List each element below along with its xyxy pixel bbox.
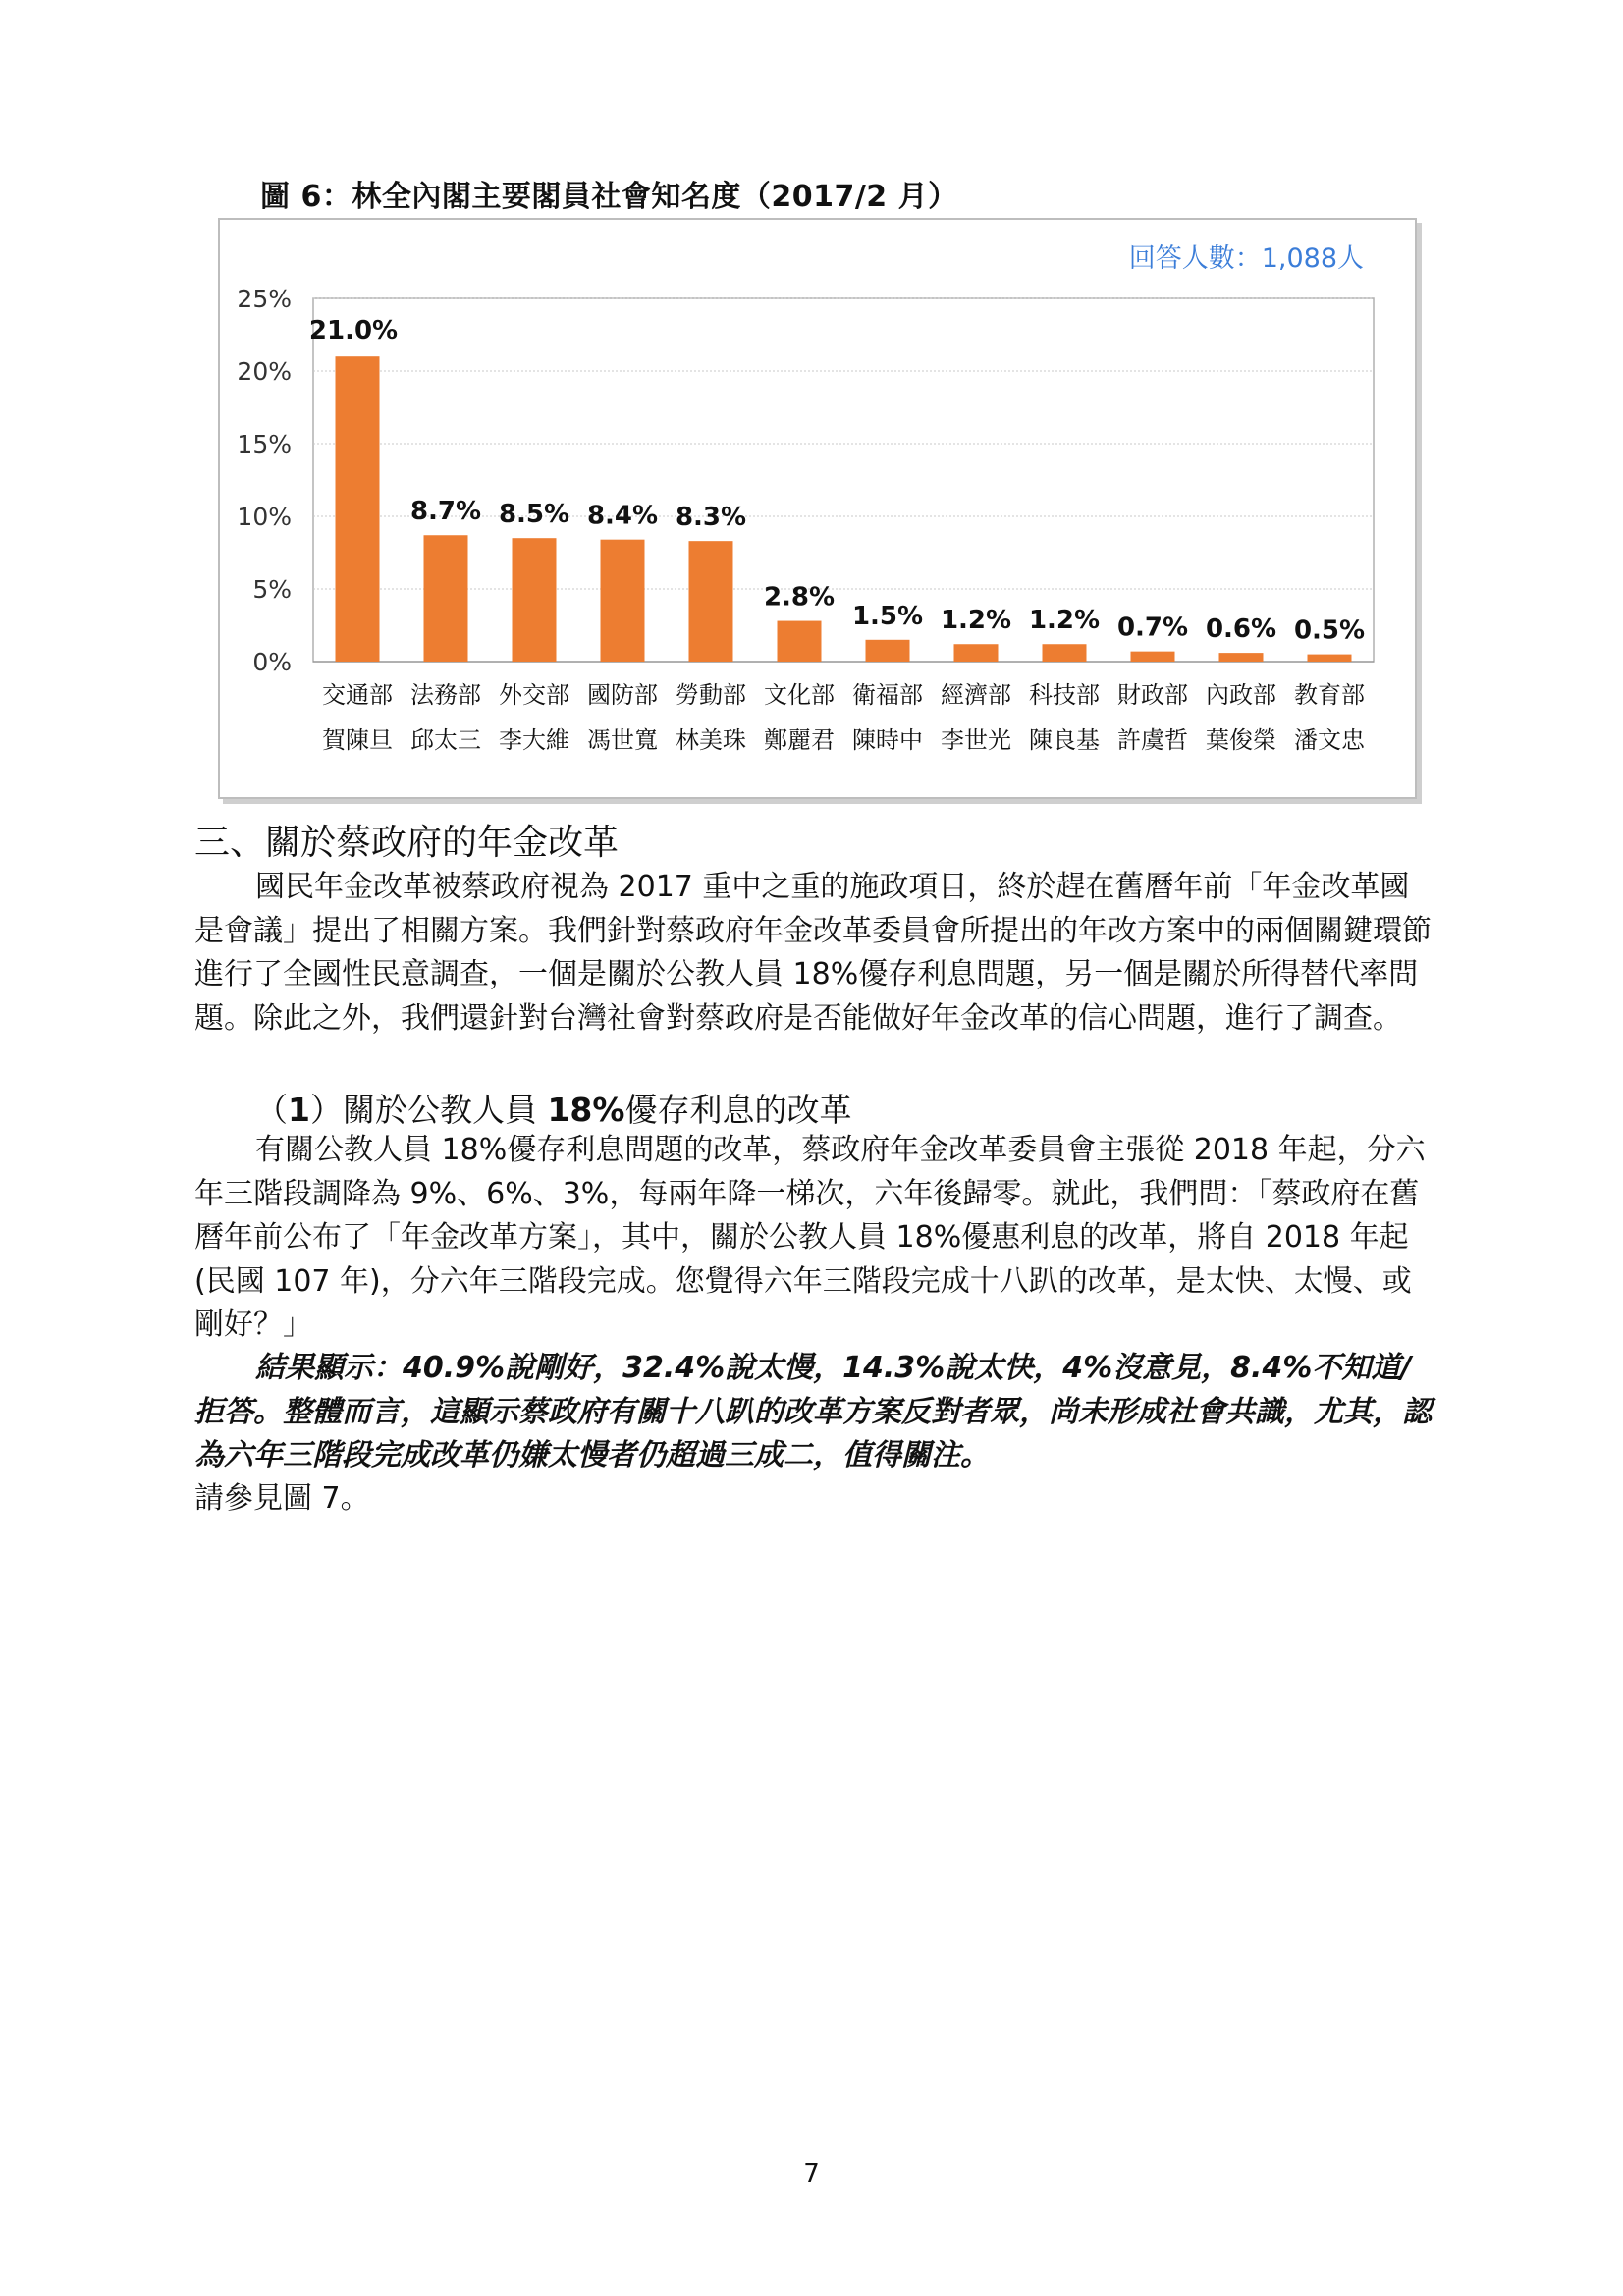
data-label: 8.7% [409,497,482,527]
bar-chart [220,220,1415,797]
paragraph-3-text: 結果顯示：40.9%說剛好，32.4%說太慢，14.3%說太快，4%沒意見，8.4%不知道/拒答。整體而言，這顯示蔡政府有關十八趴的改革方案反對者眾，尚未形成社會共識，尤其，認為六年三階段完成改革仍嫌太慢者仍超過三成二，值得關注。 [194,1351,1432,1472]
bar [601,540,645,662]
y-tick-label: 10% [237,503,292,531]
category-label: 文化部 [764,681,835,709]
data-label: 8.5% [498,500,570,530]
subsection-number: 1 [288,1091,310,1129]
minister-name-label: 邱太三 [410,726,481,754]
category-label: 國防部 [587,681,658,709]
minister-name-label: 李大維 [499,726,569,754]
minister-name-label: 陳時中 [852,726,923,754]
minister-name-label: 許虞哲 [1117,726,1188,754]
minister-name-label: 賀陳旦 [322,726,393,754]
bar [689,541,733,662]
paragraph-1-text: 國民年金改革被蔡政府視為 2017 重中之重的施政項目，終於趕在舊曆年前「年金改革國是會議」提出了相關方案。我們針對蔡政府年金改革委員會所提出的年改方案中的兩個關鍵環節進行了全國性民意調查，一個是關於公教人員 18%優存利息問題，另一個是關於所得替代率問題。除此之外，我們還針對台灣社會對蔡政府是否能做好年金改革的信心問題，進行了調查。 [194,870,1432,1036]
category-label: 衛福部 [852,681,923,709]
data-label: 0.7% [1116,613,1189,643]
figure-title: 圖 6：林全內閣主要閣員社會知名度（2017/2 月） [260,180,958,214]
data-label: 0.5% [1293,615,1366,646]
paragraph-4: 請參見圖 7。 [194,1481,370,1516]
category-label: 法務部 [410,681,481,709]
data-label: 21.0% [308,316,399,347]
category-label: 外交部 [499,681,569,709]
data-label: 1.2% [940,606,1012,636]
category-label: 交通部 [322,681,393,709]
category-label: 教育部 [1294,681,1365,709]
paragraph-3-result [194,1347,1436,1478]
bar [513,538,557,662]
bar [1043,644,1087,662]
bar [866,640,910,662]
subsection-heading-bold: 18% [547,1091,625,1129]
y-tick-label: 25% [237,285,292,313]
minister-name-label: 潘文忠 [1294,726,1365,754]
y-tick-label: 20% [237,357,292,386]
minister-name-label: 葉俊榮 [1206,726,1276,754]
bar [1131,652,1175,662]
minister-name-label: 林美珠 [676,726,746,754]
data-label: 1.5% [851,601,924,631]
minister-name-label: 馮世寬 [587,726,658,754]
category-label: 財政部 [1117,681,1188,709]
paragraph-2-text: 有關公教人員 18%優存利息問題的改革，蔡政府年金改革委員會主張從 2018 年起，分六年三階段調降為 9%、6%、3%，每兩年降一梯次，六年後歸零。就此，我們問：「蔡政府在舊曆年前公布了「年金改革方案」，其中，關於公教人員 18%優惠利息的改革，將自 2018 年起(民國 107 年)，分六年三階段完成。您覺得六年三階段完成十八趴的改革，是太快、太慢、或剛好？」 [194,1133,1426,1342]
category-label: 科技部 [1029,681,1100,709]
subsection-heading-rest: 優存利息的改革 [624,1091,852,1129]
plot-area-border [313,298,1374,662]
category-label: 勞動部 [676,681,746,709]
bar [778,621,822,662]
paragraph-2 [194,1129,1436,1348]
subsection-paren-open: （ [255,1091,288,1129]
bar [1308,655,1352,662]
minister-name-label: 陳良基 [1029,726,1100,754]
chart-frame [218,218,1417,799]
minister-name-label: 鄭麗君 [764,726,835,754]
data-label: 8.3% [675,503,747,533]
y-tick-label: 5% [252,575,292,604]
section-heading: 三、關於蔡政府的年金改革 [194,823,620,863]
bar [954,644,999,662]
data-label: 0.6% [1205,614,1277,645]
data-label: 1.2% [1028,606,1101,636]
paragraph-1 [194,866,1436,1041]
page-number: 7 [803,2160,820,2189]
subsection-heading-mid: ）關於公教人員 [309,1091,548,1129]
bar [424,535,468,662]
y-tick-label: 15% [237,430,292,458]
bar [336,356,380,662]
subsection-heading [255,1085,851,1131]
y-tick-label: 0% [252,648,292,676]
data-label: 8.4% [586,501,659,531]
category-label: 內政部 [1206,681,1276,709]
sample-size-note: 回答人數：1,088人 [1128,243,1364,274]
minister-name-label: 李世光 [941,726,1011,754]
bar [1219,653,1264,662]
data-label: 2.8% [763,582,836,613]
category-label: 經濟部 [941,681,1011,709]
